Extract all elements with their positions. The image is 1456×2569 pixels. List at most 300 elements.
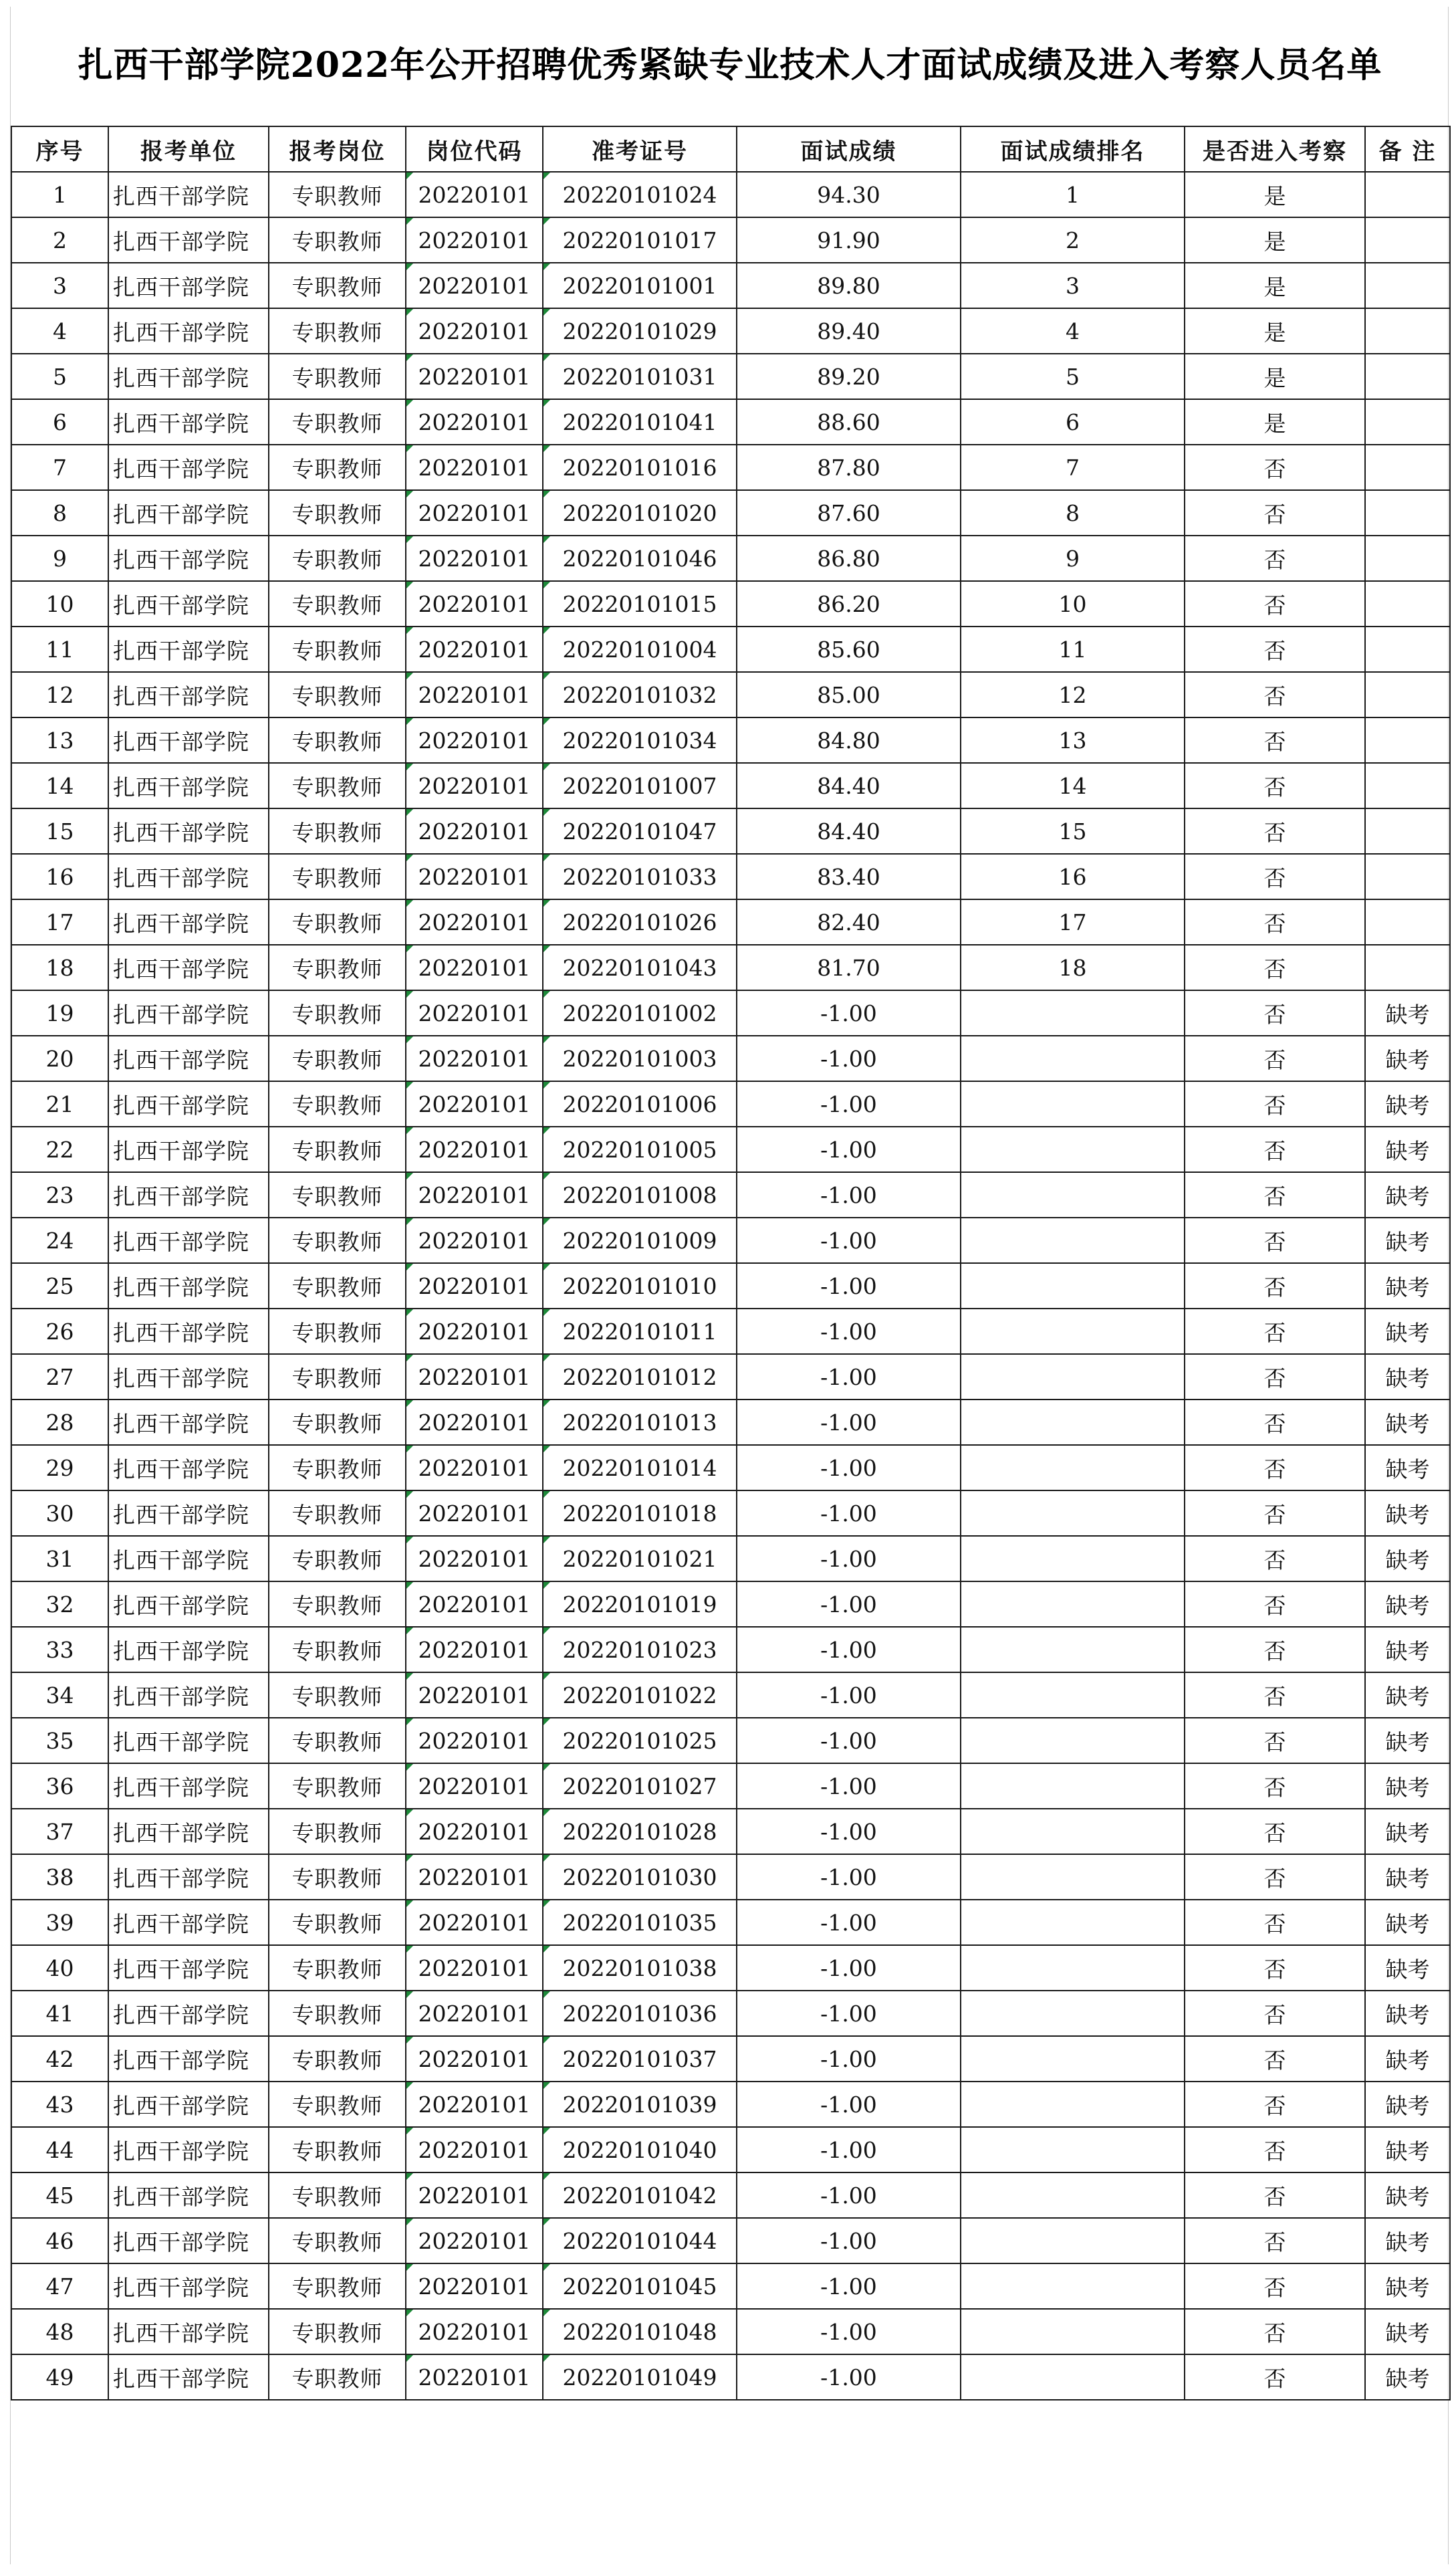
cell-interview-score: -1.00 <box>737 2309 961 2354</box>
cell-index: 46 <box>11 2218 108 2263</box>
table-row <box>11 717 1450 763</box>
cell-ticket-number: 20220101017 <box>543 217 737 263</box>
cell-enter-inspection: 是 <box>1185 354 1365 399</box>
cell-score-rank: 14 <box>961 763 1185 808</box>
cell-remarks: 缺考 <box>1365 1400 1450 1445</box>
cell-post: 专职教师 <box>269 763 406 808</box>
table-row <box>11 1763 1450 1809</box>
cell-ticket-number: 20220101045 <box>543 2263 737 2309</box>
cell-unit: 扎西干部学院 <box>108 1991 269 2036</box>
cell-post: 专职教师 <box>269 2127 406 2172</box>
cell-unit: 扎西干部学院 <box>108 808 269 854</box>
cell-score-rank: 8 <box>961 490 1185 536</box>
cell-post-code: 20220101 <box>406 990 543 1036</box>
cell-interview-score: 82.40 <box>737 899 961 945</box>
cell-ticket-number: 20220101046 <box>543 536 737 581</box>
table-row <box>11 990 1450 1036</box>
cell-index: 23 <box>11 1172 108 1218</box>
cell-enter-inspection: 否 <box>1185 1991 1365 2036</box>
header-unit: 报考单位 <box>108 126 269 172</box>
cell-unit: 扎西干部学院 <box>108 763 269 808</box>
cell-post: 专职教师 <box>269 172 406 217</box>
cell-enter-inspection: 否 <box>1185 1172 1365 1218</box>
table-row <box>11 1945 1450 1991</box>
cell-ticket-number: 20220101022 <box>543 1672 737 1718</box>
cell-score-rank: 12 <box>961 672 1185 717</box>
cell-remarks: 缺考 <box>1365 1854 1450 1900</box>
cell-post-code: 20220101 <box>406 1991 543 2036</box>
cell-remarks: 缺考 <box>1365 1263 1450 1309</box>
table-row <box>11 354 1450 399</box>
cell-post: 专职教师 <box>269 1263 406 1309</box>
cell-remarks <box>1365 445 1450 490</box>
cell-post: 专职教师 <box>269 1400 406 1445</box>
table-row <box>11 217 1450 263</box>
cell-score-rank <box>961 1400 1185 1445</box>
cell-enter-inspection: 否 <box>1185 1263 1365 1309</box>
cell-post-code: 20220101 <box>406 2354 543 2400</box>
cell-enter-inspection: 否 <box>1185 1445 1365 1490</box>
cell-post-code: 20220101 <box>406 354 543 399</box>
cell-index: 24 <box>11 1218 108 1263</box>
table-row <box>11 581 1450 627</box>
table-row <box>11 2218 1450 2263</box>
cell-enter-inspection: 否 <box>1185 490 1365 536</box>
cell-interview-score: -1.00 <box>737 1081 961 1127</box>
table-row <box>11 1627 1450 1672</box>
table-row <box>11 1490 1450 1536</box>
cell-unit: 扎西干部学院 <box>108 2036 269 2082</box>
cell-enter-inspection: 否 <box>1185 1127 1365 1172</box>
cell-unit: 扎西干部学院 <box>108 354 269 399</box>
cell-unit: 扎西干部学院 <box>108 1400 269 1445</box>
table-row <box>11 172 1450 217</box>
cell-interview-score: 84.40 <box>737 808 961 854</box>
cell-interview-score: -1.00 <box>737 1036 961 1081</box>
cell-interview-score: -1.00 <box>737 2263 961 2309</box>
cell-enter-inspection: 否 <box>1185 2036 1365 2082</box>
cell-score-rank <box>961 1718 1185 1763</box>
cell-remarks: 缺考 <box>1365 2309 1450 2354</box>
cell-score-rank <box>961 1763 1185 1809</box>
cell-post-code: 20220101 <box>406 854 543 899</box>
cell-post: 专职教师 <box>269 1354 406 1400</box>
cell-enter-inspection: 否 <box>1185 445 1365 490</box>
cell-remarks: 缺考 <box>1365 1127 1450 1172</box>
cell-interview-score: -1.00 <box>737 1900 961 1945</box>
cell-score-rank <box>961 1809 1185 1854</box>
cell-ticket-number: 20220101026 <box>543 899 737 945</box>
cell-enter-inspection: 否 <box>1185 1354 1365 1400</box>
cell-enter-inspection: 否 <box>1185 1218 1365 1263</box>
table-row <box>11 672 1450 717</box>
cell-enter-inspection: 否 <box>1185 2082 1365 2127</box>
cell-index: 3 <box>11 263 108 308</box>
cell-interview-score: -1.00 <box>737 990 961 1036</box>
cell-post-code: 20220101 <box>406 2036 543 2082</box>
cell-index: 38 <box>11 1854 108 1900</box>
table-row <box>11 1036 1450 1081</box>
cell-score-rank <box>961 2172 1185 2218</box>
cell-post-code: 20220101 <box>406 2263 543 2309</box>
cell-score-rank <box>961 1945 1185 1991</box>
cell-ticket-number: 20220101033 <box>543 854 737 899</box>
cell-enter-inspection: 否 <box>1185 1672 1365 1718</box>
cell-post-code: 20220101 <box>406 1672 543 1718</box>
cell-post: 专职教师 <box>269 1218 406 1263</box>
cell-post: 专职教师 <box>269 2036 406 2082</box>
cell-index: 36 <box>11 1763 108 1809</box>
cell-score-rank <box>961 1036 1185 1081</box>
cell-remarks <box>1365 581 1450 627</box>
cell-ticket-number: 20220101027 <box>543 1763 737 1809</box>
cell-enter-inspection: 否 <box>1185 1036 1365 1081</box>
cell-enter-inspection: 否 <box>1185 808 1365 854</box>
cell-unit: 扎西干部学院 <box>108 1354 269 1400</box>
cell-score-rank <box>961 2263 1185 2309</box>
cell-interview-score: 94.30 <box>737 172 961 217</box>
cell-index: 18 <box>11 945 108 990</box>
cell-ticket-number: 20220101038 <box>543 1945 737 1991</box>
cell-post: 专职教师 <box>269 899 406 945</box>
table-row <box>11 1991 1450 2036</box>
header-post-code: 岗位代码 <box>406 126 543 172</box>
cell-ticket-number: 20220101015 <box>543 581 737 627</box>
cell-score-rank: 7 <box>961 445 1185 490</box>
cell-unit: 扎西干部学院 <box>108 1445 269 1490</box>
cell-index: 33 <box>11 1627 108 1672</box>
cell-interview-score: -1.00 <box>737 1718 961 1763</box>
cell-score-rank <box>961 1354 1185 1400</box>
cell-post: 专职教师 <box>269 2082 406 2127</box>
cell-ticket-number: 20220101040 <box>543 2127 737 2172</box>
cell-unit: 扎西干部学院 <box>108 2263 269 2309</box>
cell-unit: 扎西干部学院 <box>108 263 269 308</box>
cell-post-code: 20220101 <box>406 1218 543 1263</box>
cell-interview-score: -1.00 <box>737 2127 961 2172</box>
table-row <box>11 2172 1450 2218</box>
cell-post: 专职教师 <box>269 2172 406 2218</box>
cell-index: 22 <box>11 1127 108 1172</box>
cell-interview-score: -1.00 <box>737 1490 961 1536</box>
cell-interview-score: -1.00 <box>737 1763 961 1809</box>
cell-post-code: 20220101 <box>406 263 543 308</box>
cell-post-code: 20220101 <box>406 1718 543 1763</box>
cell-remarks: 缺考 <box>1365 1627 1450 1672</box>
cell-post: 专职教师 <box>269 2263 406 2309</box>
cell-enter-inspection: 否 <box>1185 2172 1365 2218</box>
cell-post: 专职教师 <box>269 308 406 354</box>
cell-score-rank <box>961 1991 1185 2036</box>
cell-remarks: 缺考 <box>1365 1718 1450 1763</box>
table-row <box>11 1081 1450 1127</box>
cell-index: 8 <box>11 490 108 536</box>
cell-index: 2 <box>11 217 108 263</box>
cell-interview-score: 85.00 <box>737 672 961 717</box>
cell-post: 专职教师 <box>269 1309 406 1354</box>
cell-ticket-number: 20220101001 <box>543 263 737 308</box>
table-body <box>11 172 1450 2400</box>
cell-remarks: 缺考 <box>1365 1445 1450 1490</box>
cell-unit: 扎西干部学院 <box>108 1945 269 1991</box>
cell-enter-inspection: 是 <box>1185 399 1365 445</box>
cell-ticket-number: 20220101007 <box>543 763 737 808</box>
cell-remarks <box>1365 717 1450 763</box>
cell-unit: 扎西干部学院 <box>108 399 269 445</box>
cell-unit: 扎西干部学院 <box>108 2082 269 2127</box>
cell-enter-inspection: 否 <box>1185 1490 1365 1536</box>
cell-index: 4 <box>11 308 108 354</box>
cell-score-rank: 16 <box>961 854 1185 899</box>
cell-post-code: 20220101 <box>406 1036 543 1081</box>
cell-remarks: 缺考 <box>1365 990 1450 1036</box>
cell-remarks <box>1365 490 1450 536</box>
cell-index: 47 <box>11 2263 108 2309</box>
cell-remarks: 缺考 <box>1365 1900 1450 1945</box>
cell-remarks <box>1365 763 1450 808</box>
table-row <box>11 1581 1450 1627</box>
cell-remarks: 缺考 <box>1365 2218 1450 2263</box>
cell-score-rank <box>961 1309 1185 1354</box>
cell-score-rank: 4 <box>961 308 1185 354</box>
cell-remarks <box>1365 399 1450 445</box>
cell-ticket-number: 20220101044 <box>543 2218 737 2263</box>
cell-post-code: 20220101 <box>406 1763 543 1809</box>
table-row <box>11 2309 1450 2354</box>
cell-post-code: 20220101 <box>406 808 543 854</box>
cell-index: 19 <box>11 990 108 1036</box>
cell-index: 45 <box>11 2172 108 2218</box>
cell-index: 13 <box>11 717 108 763</box>
cell-enter-inspection: 否 <box>1185 763 1365 808</box>
cell-post: 专职教师 <box>269 1945 406 1991</box>
cell-interview-score: -1.00 <box>737 2354 961 2400</box>
cell-index: 32 <box>11 1581 108 1627</box>
cell-post-code: 20220101 <box>406 581 543 627</box>
cell-score-rank <box>961 1627 1185 1672</box>
cell-interview-score: -1.00 <box>737 1309 961 1354</box>
cell-post-code: 20220101 <box>406 1172 543 1218</box>
cell-enter-inspection: 否 <box>1185 1536 1365 1581</box>
cell-interview-score: -1.00 <box>737 1945 961 1991</box>
table-row <box>11 1809 1450 1854</box>
cell-index: 20 <box>11 1036 108 1081</box>
cell-enter-inspection: 否 <box>1185 990 1365 1036</box>
table-row <box>11 1354 1450 1400</box>
cell-score-rank <box>961 1581 1185 1627</box>
cell-index: 9 <box>11 536 108 581</box>
cell-post-code: 20220101 <box>406 627 543 672</box>
cell-ticket-number: 20220101011 <box>543 1309 737 1354</box>
cell-post: 专职教师 <box>269 1536 406 1581</box>
cell-index: 25 <box>11 1263 108 1309</box>
cell-post: 专职教师 <box>269 1809 406 1854</box>
cell-unit: 扎西干部学院 <box>108 627 269 672</box>
cell-remarks: 缺考 <box>1365 1809 1450 1854</box>
cell-post: 专职教师 <box>269 217 406 263</box>
cell-ticket-number: 20220101036 <box>543 1991 737 2036</box>
cell-score-rank <box>961 2127 1185 2172</box>
cell-score-rank <box>961 1081 1185 1127</box>
cell-index: 31 <box>11 1536 108 1581</box>
cell-post-code: 20220101 <box>406 945 543 990</box>
table-row <box>11 854 1450 899</box>
cell-interview-score: -1.00 <box>737 2218 961 2263</box>
cell-unit: 扎西干部学院 <box>108 2172 269 2218</box>
header-interview-score: 面试成绩 <box>737 126 961 172</box>
cell-enter-inspection: 否 <box>1185 1309 1365 1354</box>
cell-index: 29 <box>11 1445 108 1490</box>
cell-remarks: 缺考 <box>1365 1945 1450 1991</box>
cell-index: 5 <box>11 354 108 399</box>
cell-post: 专职教师 <box>269 399 406 445</box>
table-row <box>11 763 1450 808</box>
cell-index: 17 <box>11 899 108 945</box>
cell-score-rank: 1 <box>961 172 1185 217</box>
cell-ticket-number: 20220101013 <box>543 1400 737 1445</box>
cell-post: 专职教师 <box>269 1627 406 1672</box>
cell-ticket-number: 20220101030 <box>543 1854 737 1900</box>
cell-enter-inspection: 否 <box>1185 1763 1365 1809</box>
cell-enter-inspection: 否 <box>1185 2263 1365 2309</box>
cell-enter-inspection: 否 <box>1185 2354 1365 2400</box>
cell-unit: 扎西干部学院 <box>108 490 269 536</box>
cell-interview-score: 88.60 <box>737 399 961 445</box>
cell-unit: 扎西干部学院 <box>108 1309 269 1354</box>
cell-unit: 扎西干部学院 <box>108 581 269 627</box>
cell-unit: 扎西干部学院 <box>108 1900 269 1945</box>
cell-post: 专职教师 <box>269 1581 406 1627</box>
cell-post: 专职教师 <box>269 1445 406 1490</box>
cell-post: 专职教师 <box>269 536 406 581</box>
cell-remarks: 缺考 <box>1365 1581 1450 1627</box>
cell-index: 42 <box>11 2036 108 2082</box>
cell-post: 专职教师 <box>269 263 406 308</box>
cell-unit: 扎西干部学院 <box>108 1581 269 1627</box>
cell-post: 专职教师 <box>269 1036 406 1081</box>
table-row <box>11 1127 1450 1172</box>
cell-remarks: 缺考 <box>1365 1672 1450 1718</box>
cell-remarks: 缺考 <box>1365 1763 1450 1809</box>
cell-interview-score: -1.00 <box>737 1581 961 1627</box>
cell-unit: 扎西干部学院 <box>108 172 269 217</box>
cell-ticket-number: 20220101006 <box>543 1081 737 1127</box>
table-row <box>11 2036 1450 2082</box>
cell-index: 1 <box>11 172 108 217</box>
table-header-row <box>11 126 1450 172</box>
table-row <box>11 1309 1450 1354</box>
table-row <box>11 536 1450 581</box>
cell-ticket-number: 20220101042 <box>543 2172 737 2218</box>
cell-post-code: 20220101 <box>406 763 543 808</box>
cell-remarks <box>1365 308 1450 354</box>
sheet-bottom-margin <box>11 2548 1449 2564</box>
cell-post-code: 20220101 <box>406 1309 543 1354</box>
cell-interview-score: -1.00 <box>737 1263 961 1309</box>
cell-score-rank: 9 <box>961 536 1185 581</box>
cell-ticket-number: 20220101012 <box>543 1354 737 1400</box>
cell-score-rank <box>961 2082 1185 2127</box>
cell-post: 专职教师 <box>269 2354 406 2400</box>
table-row <box>11 1900 1450 1945</box>
cell-ticket-number: 20220101023 <box>543 1627 737 1672</box>
cell-post: 专职教师 <box>269 1081 406 1127</box>
cell-post: 专职教师 <box>269 1854 406 1900</box>
cell-post: 专职教师 <box>269 490 406 536</box>
table-row <box>11 1718 1450 1763</box>
cell-index: 15 <box>11 808 108 854</box>
cell-post-code: 20220101 <box>406 399 543 445</box>
cell-enter-inspection: 否 <box>1185 1809 1365 1854</box>
cell-ticket-number: 20220101004 <box>543 627 737 672</box>
cell-remarks <box>1365 945 1450 990</box>
cell-unit: 扎西干部学院 <box>108 854 269 899</box>
cell-ticket-number: 20220101041 <box>543 399 737 445</box>
cell-remarks <box>1365 672 1450 717</box>
cell-score-rank <box>961 1172 1185 1218</box>
cell-remarks: 缺考 <box>1365 2172 1450 2218</box>
cell-enter-inspection: 否 <box>1185 2127 1365 2172</box>
cell-score-rank: 5 <box>961 354 1185 399</box>
cell-unit: 扎西干部学院 <box>108 990 269 1036</box>
cell-post-code: 20220101 <box>406 1854 543 1900</box>
cell-unit: 扎西干部学院 <box>108 1809 269 1854</box>
cell-interview-score: -1.00 <box>737 1627 961 1672</box>
cell-interview-score: -1.00 <box>737 1854 961 1900</box>
cell-post-code: 20220101 <box>406 490 543 536</box>
cell-remarks <box>1365 808 1450 854</box>
table-row <box>11 1672 1450 1718</box>
cell-unit: 扎西干部学院 <box>108 2309 269 2354</box>
table-row <box>11 308 1450 354</box>
cell-enter-inspection: 否 <box>1185 1900 1365 1945</box>
cell-remarks: 缺考 <box>1365 1081 1450 1127</box>
cell-ticket-number: 20220101032 <box>543 672 737 717</box>
cell-post: 专职教师 <box>269 672 406 717</box>
cell-remarks <box>1365 263 1450 308</box>
cell-ticket-number: 20220101009 <box>543 1218 737 1263</box>
cell-unit: 扎西干部学院 <box>108 1036 269 1081</box>
cell-score-rank <box>961 2354 1185 2400</box>
cell-score-rank <box>961 1127 1185 1172</box>
cell-interview-score: -1.00 <box>737 1536 961 1581</box>
cell-score-rank <box>961 2309 1185 2354</box>
cell-ticket-number: 20220101037 <box>543 2036 737 2082</box>
cell-index: 30 <box>11 1490 108 1536</box>
cell-unit: 扎西干部学院 <box>108 899 269 945</box>
header-index: 序号 <box>11 126 108 172</box>
cell-post-code: 20220101 <box>406 1581 543 1627</box>
cell-ticket-number: 20220101003 <box>543 1036 737 1081</box>
cell-remarks: 缺考 <box>1365 2082 1450 2127</box>
cell-unit: 扎西干部学院 <box>108 1127 269 1172</box>
cell-post-code: 20220101 <box>406 717 543 763</box>
cell-post: 专职教师 <box>269 627 406 672</box>
cell-unit: 扎西干部学院 <box>108 445 269 490</box>
table-row <box>11 1400 1450 1445</box>
cell-score-rank <box>961 1218 1185 1263</box>
cell-post: 专职教师 <box>269 1718 406 1763</box>
cell-interview-score: 86.20 <box>737 581 961 627</box>
cell-enter-inspection: 否 <box>1185 1718 1365 1763</box>
cell-remarks <box>1365 217 1450 263</box>
cell-post-code: 20220101 <box>406 1490 543 1536</box>
cell-remarks: 缺考 <box>1365 2354 1450 2400</box>
cell-interview-score: -1.00 <box>737 1809 961 1854</box>
cell-index: 12 <box>11 672 108 717</box>
cell-remarks: 缺考 <box>1365 1536 1450 1581</box>
cell-score-rank <box>961 990 1185 1036</box>
